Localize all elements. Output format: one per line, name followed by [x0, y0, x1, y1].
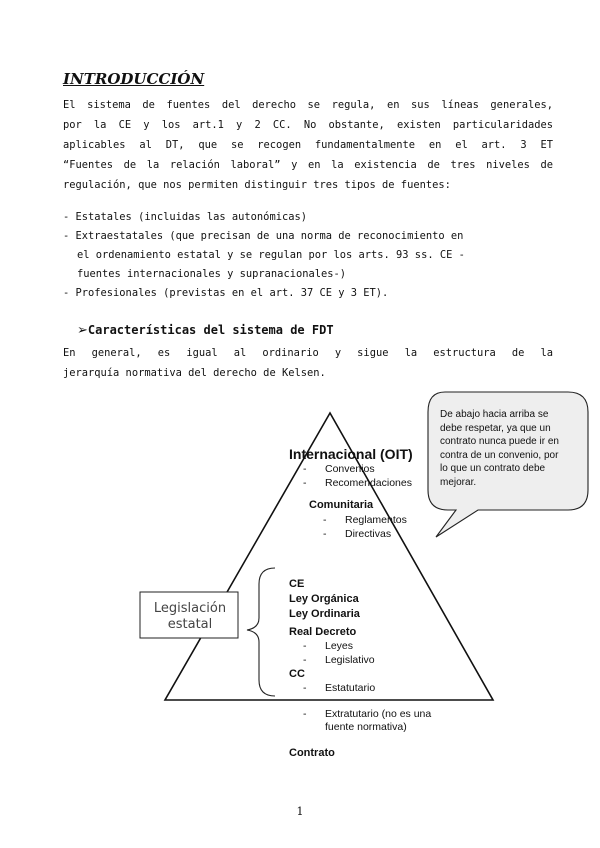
item-directivas: Directivas: [345, 528, 392, 540]
level-real-decreto: Real Decreto: [289, 626, 357, 638]
section-title: Características del sistema de FDT: [87, 323, 334, 337]
item-estatutario: Estatutario: [325, 682, 376, 694]
item-extratutario-cont: fuente normativa): [325, 721, 407, 733]
dash: -: [303, 463, 307, 475]
level-ley-ordinaria: Ley Ordinaria: [289, 608, 360, 620]
section-line: En general, es igual al ordinario y sigue la estructura de la: [63, 347, 553, 359]
level-internacional: Internacional (OIT): [289, 446, 413, 462]
dash: -: [323, 514, 327, 526]
arrow-bullet-icon: ➢: [77, 323, 88, 338]
item-recomendaciones: Recomendaciones: [325, 477, 412, 489]
level-ley-organica: Ley Orgánica: [289, 593, 359, 605]
list-item-extraestatales-cont: fuentes internacionales y supranacionales-): [77, 268, 346, 280]
legislacion-line: estatal: [167, 617, 213, 632]
page-number: 1: [296, 805, 304, 818]
legislacion-line: Legislación: [153, 601, 227, 616]
legislacion-label: [145, 601, 235, 633]
list-item-extraestatales-cont: el ordenamiento estatal y se regulan por los arts. 93 ss. CE -: [77, 249, 465, 261]
intro-line: “Fuentes de la relación laboral” y en la existencia de tres niveles de: [63, 159, 553, 171]
list-item-profesionales: - Profesionales (previstas en el art. 37 CE y 3 ET).: [63, 287, 389, 299]
curly-brace: [247, 568, 275, 696]
section-line: jerarquía normativa del derecho de Kelsen.: [63, 367, 326, 379]
item-legislativo: Legislativo: [325, 654, 375, 666]
intro-line: regulación, que nos permiten distinguir tres tipos de fuentes:: [63, 179, 451, 191]
bubble-note: De abajo hacia arriba se debe respetar, ya que un contrato nunca puede ir en contra de un convenio, por lo que un contrato debe mejorar.: [440, 409, 559, 488]
level-contrato: Contrato: [289, 747, 335, 759]
dash: -: [303, 640, 307, 652]
level-comunitaria: Comunitaria: [309, 499, 374, 511]
list-item-extraestatales: - Extraestatales (que precisan de una norma de reconocimiento en: [63, 230, 464, 242]
level-cc: CC: [289, 668, 305, 680]
dash: -: [303, 682, 307, 694]
dash: -: [303, 477, 307, 489]
dash: -: [303, 708, 307, 720]
dash: -: [323, 528, 327, 540]
level-ce: CE: [289, 578, 305, 590]
item-extratutario: Extratutario (no es una: [325, 708, 432, 720]
intro-line: El sistema de fuentes del derecho se regula, en sus líneas generales,: [63, 99, 553, 111]
page-title: INTRODUCCIÓN: [63, 70, 205, 88]
list-item-estatales: - Estatales (incluidas las autonómicas): [63, 211, 307, 223]
item-convenios: Convenios: [325, 463, 375, 475]
intro-line: aplicables al DT, que se recogen fundamentalmente en el art. 3 ET: [63, 139, 553, 151]
intro-line: por la CE y los art.1 y 2 CC. No obstante, existen particularidades: [63, 119, 553, 131]
dash: -: [303, 654, 307, 666]
item-reglamentos: Reglamentos: [345, 514, 407, 526]
item-leyes: Leyes: [325, 640, 354, 652]
